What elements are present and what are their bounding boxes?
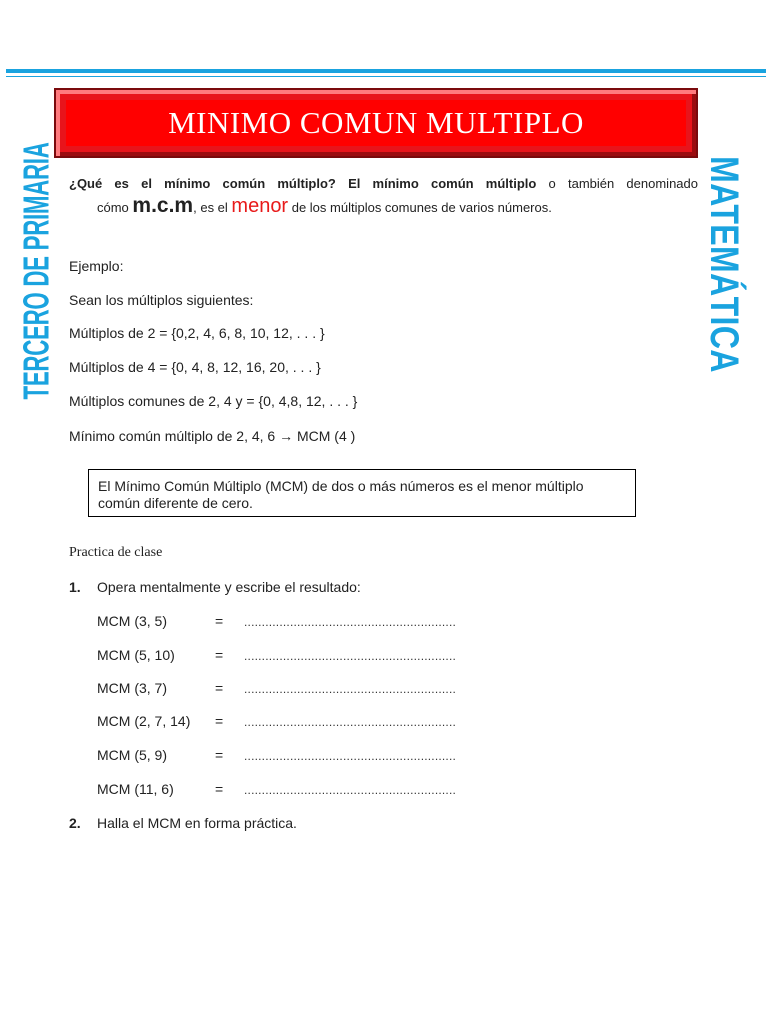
- exercise-equals: =: [215, 647, 224, 663]
- side-label-left: [16, 128, 56, 414]
- intro-line-1: [69, 176, 698, 191]
- menor-highlight: menor: [231, 195, 289, 217]
- answer-blank[interactable]: ............................................................: [244, 649, 457, 663]
- example-line: Múltiplos de 4 = {0, 4, 8, 12, 16, 20, . . . }: [69, 359, 321, 375]
- exercise-equals: =: [215, 747, 224, 763]
- exercise-label: MCM (2, 7, 14): [97, 713, 191, 729]
- intro-rest-1: o también denominado: [536, 176, 698, 191]
- definition-line-1: El Mínimo Común Múltiplo (MCM) de dos o más números es el menor múltiplo: [98, 478, 584, 494]
- definition-line-2: común diferente de cero.: [98, 495, 253, 511]
- page-title: MINIMO COMUN MULTIPLO: [168, 105, 584, 140]
- top-rule-thin: [6, 76, 766, 77]
- example-line: Múltiplos de 2 = {0,2, 4, 6, 8, 10, 12, . . . }: [69, 325, 325, 341]
- intro-prefix: cómo: [97, 200, 133, 215]
- exercise-equals: =: [215, 613, 224, 629]
- intro-middle: , es el: [193, 200, 232, 215]
- definition-box: [88, 469, 636, 517]
- intro-question: ¿Qué es el mínimo común múltiplo? El mínimo común múltiplo: [69, 176, 537, 191]
- side-label-right: [700, 118, 746, 410]
- intro-suffix: de los múltiplos comunes de varios números.: [288, 200, 552, 215]
- practice-heading: Practica de clase: [69, 545, 163, 560]
- exercise-label: MCM (3, 5): [97, 613, 167, 629]
- answer-blank[interactable]: ............................................................: [244, 615, 457, 629]
- title-banner-inner: [66, 100, 686, 146]
- top-rule: [6, 69, 766, 73]
- answer-blank[interactable]: ............................................................: [244, 783, 457, 797]
- mcm-abbreviation: m.c.m: [132, 194, 194, 217]
- answer-blank[interactable]: ............................................................: [244, 749, 457, 763]
- exercise-label: MCM (5, 9): [97, 747, 167, 763]
- subject-label: MATEMÁTICA: [701, 155, 746, 373]
- answer-blank[interactable]: ............................................................: [244, 682, 457, 696]
- intro-line-2: [97, 194, 552, 218]
- question-number: 2.: [69, 815, 81, 831]
- answer-blank[interactable]: ............................................................: [244, 715, 457, 729]
- question-number: 1.: [69, 579, 81, 595]
- question-text: Opera mentalmente y escribe el resultado:: [97, 579, 361, 595]
- grade-label: TERCERO DE PRIMARIA: [15, 142, 56, 400]
- example-heading: Ejemplo:: [69, 258, 124, 274]
- exercise-label: MCM (3, 7): [97, 680, 167, 696]
- example-line: Sean los múltiplos siguientes:: [69, 292, 254, 308]
- exercise-label: MCM (11, 6): [97, 781, 174, 797]
- title-banner: [54, 88, 698, 158]
- exercise-equals: =: [215, 680, 224, 696]
- question-text: Halla el MCM en forma práctica.: [97, 815, 297, 831]
- example-line: Mínimo común múltiplo de 2, 4, 6 → MCM (4 ): [69, 428, 356, 444]
- exercise-equals: =: [215, 713, 224, 729]
- example-line: Múltiplos comunes de 2, 4 y = {0, 4,8, 12, . . . }: [69, 393, 358, 409]
- exercise-equals: =: [215, 781, 224, 797]
- exercise-label: MCM (5, 10): [97, 647, 175, 663]
